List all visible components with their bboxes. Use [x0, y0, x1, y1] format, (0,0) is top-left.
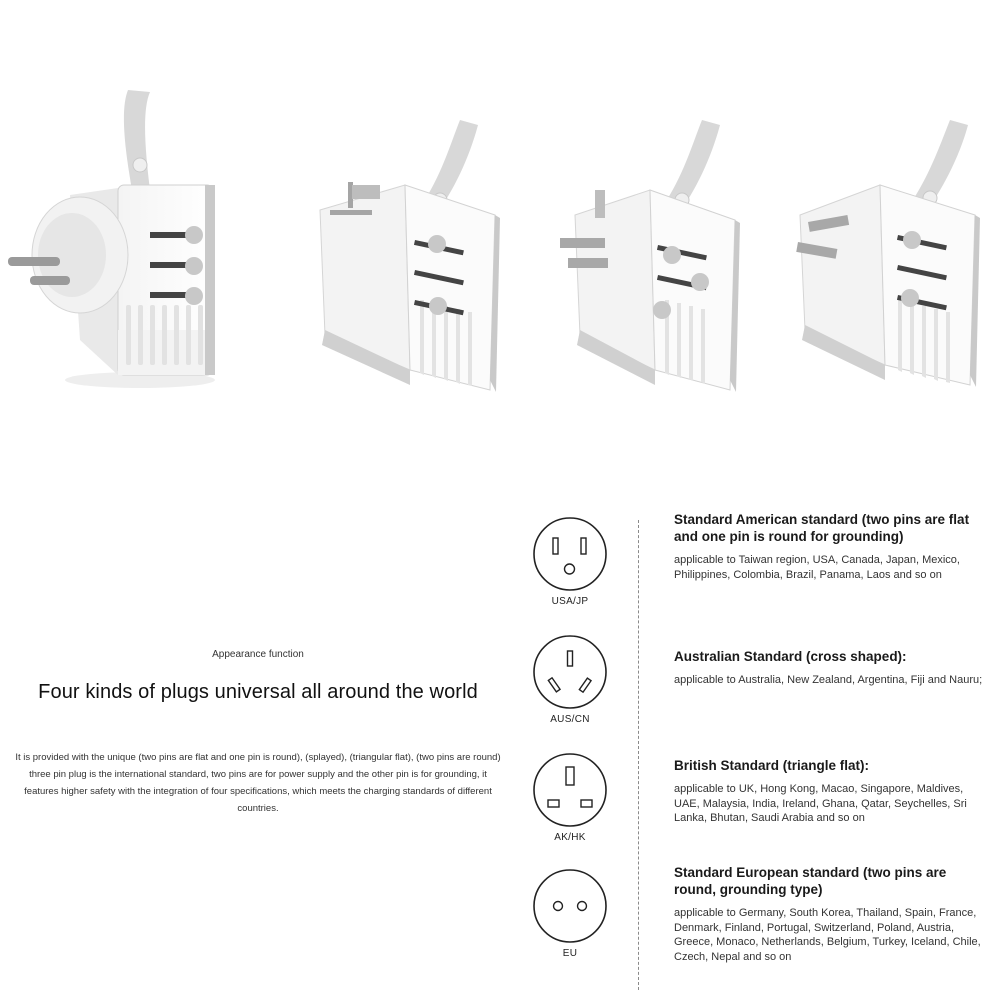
- usa-socket-icon: [532, 516, 608, 592]
- uk-standard: [674, 757, 990, 826]
- socket-label: AK/HK: [554, 832, 586, 843]
- standard-title: Standard European standard (two pins are round, grounding type): [674, 865, 947, 897]
- uk-socket: [532, 752, 608, 843]
- eu-socket: [532, 868, 608, 959]
- intro-section: [10, 640, 506, 817]
- us-plug-adapter-icon: [300, 0, 520, 420]
- dashed-divider: [638, 520, 639, 990]
- aus-socket-icon: [532, 634, 608, 710]
- page-title: Four kinds of plugs universal all around the world: [38, 681, 478, 703]
- standard-title: Australian Standard (cross shaped):: [674, 649, 907, 664]
- au-plug-adapter-icon: [780, 0, 990, 420]
- aus-standard: [674, 648, 990, 688]
- standard-description: applicable to Germany, South Korea, Thailand, Spain, France, Denmark, Finland, Portugal, Switzerland, Poland, Austria, Greece, Monaco, Netherlands, Belgium, Turkey, Iceland, Chile, Czech, Nepal and so on: [674, 907, 981, 963]
- aus-socket: [532, 634, 608, 725]
- standard-description: applicable to UK, Hong Kong, Macao, Singapore, Maldives, UAE, Malaysia, India, Ireland, Ghana, Qatar, Seychelles, Sri Lanka, Bhutan, Saudi Arabia and so on: [674, 783, 967, 824]
- standard-title: Standard American standard (two pins are flat and one pin is round for grounding): [674, 512, 970, 544]
- standard-description: applicable to Australia, New Zealand, Argentina, Fiji and Nauru;: [674, 674, 983, 686]
- standard-description: applicable to Taiwan region, USA, Canada, Japan, Mexico, Philippines, Colombia, Brazil, Panama, Laos and so on: [674, 554, 960, 581]
- uk-socket-icon: [532, 752, 608, 828]
- socket-label: AUS/CN: [550, 714, 590, 725]
- usa-socket: [532, 516, 608, 607]
- socket-label: USA/JP: [551, 596, 589, 607]
- eu-plug-adapter-icon: [0, 0, 250, 420]
- product-gallery: [0, 0, 1000, 420]
- socket-label: EU: [562, 948, 578, 959]
- standard-title: British Standard (triangle flat):: [674, 758, 870, 773]
- eu-socket-icon: [532, 868, 608, 944]
- intro-description: It is provided with the unique (two pins are flat and one pin is round), (splayed), (triangular flat), (two pins are round) three pin plug is the international standard, two pins are for power supply and the other pin is for grounding, it features higher safety with the integration of four specifications, which meets the charging standards of different countries.: [15, 752, 501, 814]
- eu-standard: [674, 864, 990, 964]
- usa-standard: [674, 511, 990, 582]
- section-tag: Appearance function: [212, 649, 304, 660]
- uk-plug-adapter-icon: [540, 0, 760, 420]
